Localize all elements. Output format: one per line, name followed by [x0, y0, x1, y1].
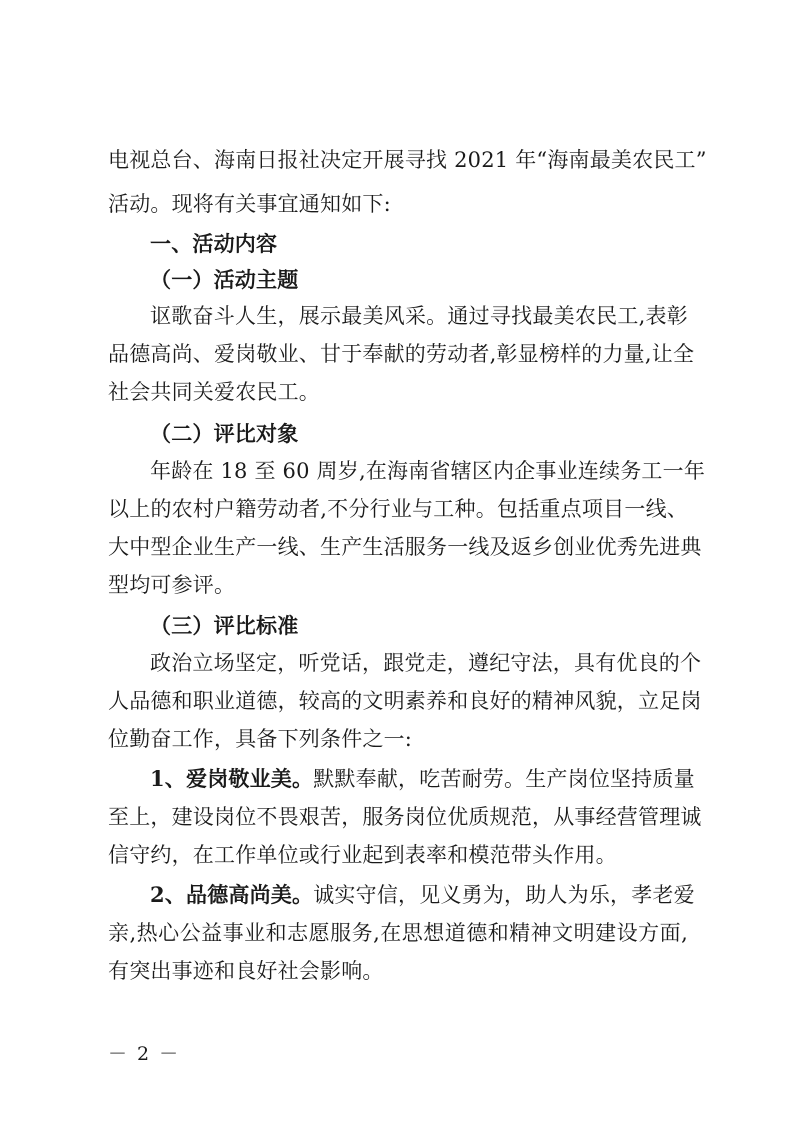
- paragraph-line: 位勤奋工作，具备下列条件之一:: [108, 727, 413, 751]
- criteria-item-1-title: 1、爱岗敬业美。: [150, 766, 314, 791]
- paragraph-line: 人品德和职业道德，较高的文明素养和良好的精神风貌，立足岗: [108, 689, 702, 713]
- criteria-item-2: [150, 881, 695, 909]
- paragraph-line: 型均可参评。: [108, 573, 236, 597]
- paragraph-line: 亲,热心公益事业和志愿服务,在思想道德和精神文明建设方面,: [108, 921, 688, 945]
- page-number: － 2 －: [108, 1043, 181, 1065]
- section-heading: 一、活动内容: [150, 231, 278, 256]
- paragraph-line: 政治立场坚定，听党话，跟党走，遵纪守法，具有优良的个: [150, 651, 702, 675]
- criteria-item-1-text: 默默奉献，吃苦耐劳。生产岗位坚持质量: [313, 767, 695, 791]
- subsection-heading: （三）评比标准: [150, 613, 299, 638]
- paragraph-line: 信守约，在工作单位或行业起到表率和模范带头作用。: [108, 843, 617, 867]
- subsection-heading: （一）活动主题: [150, 267, 299, 292]
- paragraph-line: 至上，建设岗位不畏艰苦，服务岗位优质规范，从事经营管理诚: [108, 805, 702, 829]
- paragraph-line: 品德高尚、爱岗敬业、甘于奉献的劳动者,彰显榜样的力量,让全: [108, 342, 695, 366]
- criteria-item-1: [150, 765, 695, 793]
- paragraph-line: 有突出事迹和良好社会影响。: [108, 959, 384, 983]
- paragraph-line: 大中型企业生产一线、生产生活服务一线及返乡创业优秀先进典: [108, 535, 702, 559]
- paragraph-line: 年龄在 18 至 60 周岁,在海南省辖区内企事业连续务工一年: [150, 459, 706, 483]
- paragraph-line: 社会共同关爱农民工。: [108, 380, 320, 404]
- paragraph-line: 电视总台、海南日报社决定开展寻找 2021 年“海南最美农民工”: [108, 148, 707, 172]
- paragraph-line: 讴歌奋斗人生，展示最美风采。通过寻找最美农民工,表彰: [150, 304, 688, 328]
- criteria-item-2-title: 2、品德高尚美。: [150, 882, 314, 907]
- paragraph-line: 活动。现将有关事宜通知如下:: [108, 192, 391, 216]
- criteria-item-2-text: 诚实守信，见义勇为，助人为乐，孝老爱: [313, 883, 695, 907]
- subsection-heading: （二）评比对象: [150, 421, 299, 446]
- paragraph-line: 以上的农村户籍劳动者,不分行业与工种。包括重点项目一线、: [108, 497, 688, 521]
